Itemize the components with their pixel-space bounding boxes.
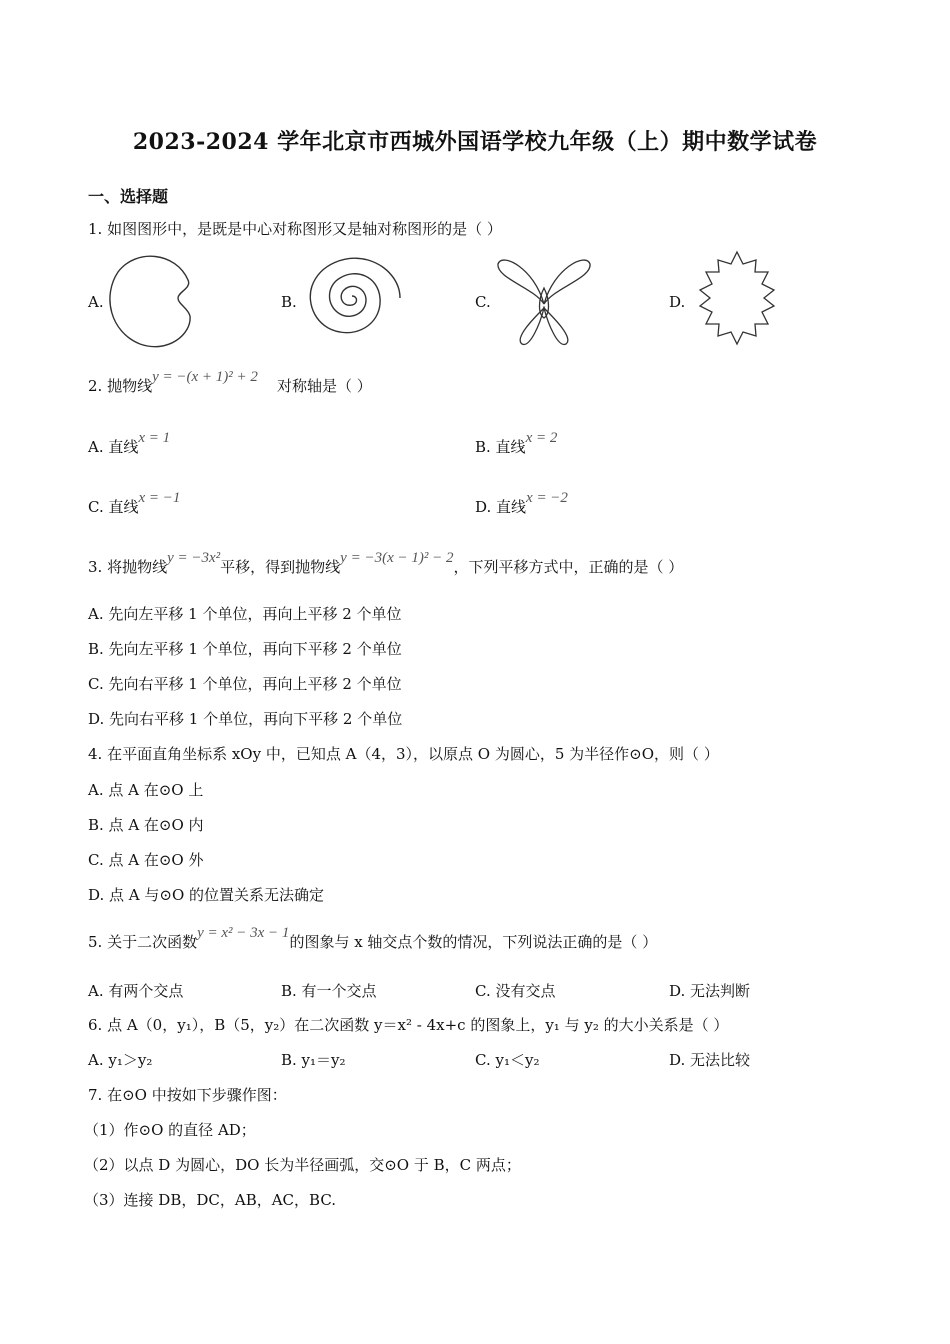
q1-option-a-label: A. xyxy=(88,293,104,311)
q5-option-d: D. 无法判断 xyxy=(669,982,751,1000)
q3-post: ，下列平移方式中，正确的是（ ） xyxy=(453,558,684,576)
section-heading: 一、选择题 xyxy=(88,187,169,206)
q2-option-d xyxy=(475,490,568,518)
q2-option-c xyxy=(88,490,181,518)
q2-c-label: C. 直线 xyxy=(88,498,139,516)
q1-option-b-label: B. xyxy=(281,293,297,311)
q6-option-c: C. y₁＜y₂ xyxy=(475,1051,540,1069)
q6-option-d: D. 无法比较 xyxy=(669,1051,751,1069)
spiral-figure xyxy=(296,252,408,352)
q3-option-b: B. 先向左平移 1 个单位，再向下平移 2 个单位 xyxy=(88,640,402,658)
q4-option-d: D. 点 A 与⊙O 的位置关系无法确定 xyxy=(88,886,325,904)
q5-pre: 5. 关于二次函数 xyxy=(88,933,198,951)
q2-b-label: B. 直线 xyxy=(475,438,526,456)
q2-b-math: x = 2 xyxy=(525,430,558,446)
q1-option-d-label: D. xyxy=(669,293,686,311)
q2-a-math: x = 1 xyxy=(138,430,171,446)
q6-option-a: A. y₁＞y₂ xyxy=(88,1051,153,1069)
q6-option-b: B. y₁＝y₂ xyxy=(281,1051,346,1069)
question-5-stem xyxy=(88,925,658,953)
q5-formula: y = x² − 3x − 1 xyxy=(197,925,290,941)
butterfly-figure xyxy=(494,258,594,350)
q2-a-label: A. 直线 xyxy=(88,438,139,456)
q5-post: 的图象与 x 轴交点个数的情况，下列说法正确的是（ ） xyxy=(289,933,658,951)
question-2-stem xyxy=(88,369,372,397)
q2-d-math: x = −2 xyxy=(526,490,568,506)
q2-post: 对称轴是（ ） xyxy=(276,377,372,395)
q2-option-b xyxy=(475,430,558,458)
q2-pre: 2. 抛物线 xyxy=(88,377,153,395)
page-title: 2023-2024 学年北京市西城外国语学校九年级（上）期中数学试卷 xyxy=(132,129,818,155)
q5-option-c: C. 没有交点 xyxy=(475,982,556,1000)
q5-option-b: B. 有一个交点 xyxy=(281,982,377,1000)
cardioid-figure xyxy=(106,250,196,350)
q3-mid: 平移，得到抛物线 xyxy=(220,558,341,576)
q7-step-2: （2）以点 D 为圆心，DO 长为半径画弧，交⊙O 于 B，C 两点； xyxy=(84,1156,521,1174)
question-1-stem: 1. 如图图形中，是既是中心对称图形又是轴对称图形的是（ ） xyxy=(88,220,502,238)
question-7-stem: 7. 在⊙O 中按如下步骤作图： xyxy=(88,1086,287,1104)
q4-option-c: C. 点 A 在⊙O 外 xyxy=(88,851,204,869)
q2-option-a xyxy=(88,430,171,458)
q3-pre: 3. 将抛物线 xyxy=(88,558,168,576)
q4-option-b: B. 点 A 在⊙O 内 xyxy=(88,816,204,834)
q2-c-math: x = −1 xyxy=(138,490,181,506)
q3-formula-2: y = −3(x − 1)² − 2 xyxy=(340,550,454,566)
question-4-stem: 4. 在平面直角坐标系 xOy 中，已知点 A（4，3），以原点 O 为圆心，5 为半径作⊙O，则（ ） xyxy=(88,745,719,763)
q5-option-a: A. 有两个交点 xyxy=(88,982,184,1000)
question-3-stem xyxy=(88,550,684,578)
snowflake-figure xyxy=(692,250,782,346)
question-6-stem: 6. 点 A（0，y₁），B（5，y₂）在二次函数 y＝x² - 4x+c 的图象上，y₁ 与 y₂ 的大小关系是（ ） xyxy=(88,1016,729,1034)
q7-step-3: （3）连接 DB，DC，AB，AC，BC. xyxy=(84,1191,337,1209)
q3-option-c: C. 先向右平移 1 个单位，再向上平移 2 个单位 xyxy=(88,675,402,693)
q4-option-a: A. 点 A 在⊙O 上 xyxy=(88,781,204,799)
q7-step-1: （1）作⊙O 的直径 AD； xyxy=(84,1121,256,1139)
q1-option-c-label: C. xyxy=(475,293,491,311)
q3-formula-1: y = −3x² xyxy=(167,550,221,566)
q3-option-a: A. 先向左平移 1 个单位，再向上平移 2 个单位 xyxy=(88,605,402,623)
q3-option-d: D. 先向右平移 1 个单位，再向下平移 2 个单位 xyxy=(88,710,403,728)
q2-d-label: D. 直线 xyxy=(475,498,527,516)
q2-formula: y = −(x + 1)² + 2 xyxy=(152,369,258,385)
